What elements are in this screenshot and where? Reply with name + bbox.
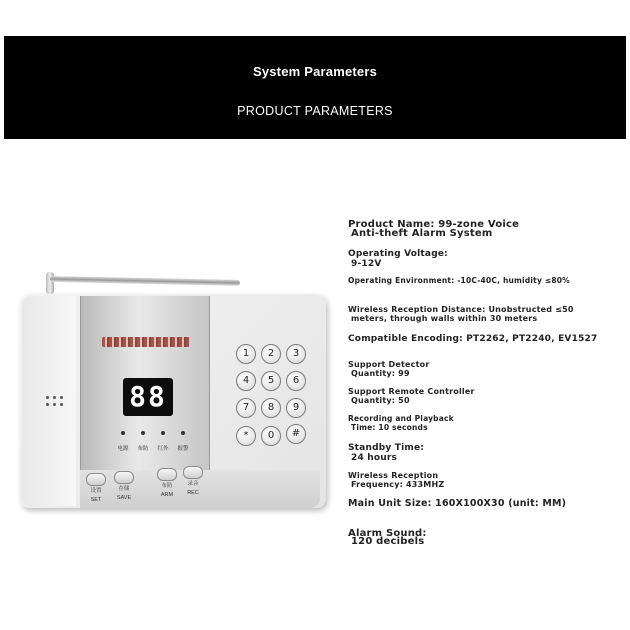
spec-product-name: Product Name: 99-zone Voice Anti-theft Alarm System: [348, 219, 520, 239]
spec-standby: Standby Time: 24 hours: [348, 443, 425, 463]
spec-alarm-sound: Alarm Sound: 120 decibels: [348, 528, 427, 547]
indicator-power: 电源: [113, 431, 133, 455]
header-banner: [4, 36, 626, 139]
arm-button: 布防 ARM: [157, 468, 177, 499]
indicator-alarm: 报警: [173, 431, 193, 455]
spec-reception-distance: Wireless Reception Distance: Unobstructed ≤50 meters, through walls within 30 meters: [348, 305, 574, 323]
key-4: 4: [236, 371, 256, 391]
key-0: 0: [261, 426, 281, 446]
brand-logo: [102, 337, 190, 347]
key-5: 5: [261, 371, 281, 391]
set-button: 设置 SET: [86, 473, 106, 504]
indicator-infrared: 红外: [153, 431, 173, 455]
led-display: 88: [123, 378, 173, 416]
save-button: 存储 SAVE: [114, 471, 134, 502]
key-star: *: [236, 426, 256, 446]
key-9: 9: [286, 398, 306, 418]
spec-recording: Recording and Playback Time: 10 seconds: [348, 414, 454, 432]
key-hash: #: [286, 424, 306, 444]
spec-frequency: Wireless Reception Frequency: 433MHZ: [348, 471, 445, 489]
spec-detector: Support Detector Quantity: 99: [348, 360, 430, 378]
front-panel: [80, 296, 210, 470]
spec-voltage: Operating Voltage: 9-12V: [348, 249, 448, 269]
page-title: System Parameters: [252, 64, 378, 79]
rec-button: 录音 REC: [183, 466, 203, 497]
speaker-grille-icon: [44, 394, 70, 412]
spec-size: Main Unit Size: 160X100X30 (unit: MM): [348, 498, 567, 509]
function-bar: [80, 470, 320, 508]
spec-environment: Operating Environment: -10C-40C, humidity ≤80%: [348, 276, 570, 285]
key-1: 1: [236, 344, 256, 364]
key-8: 8: [261, 398, 281, 418]
key-3: 3: [286, 344, 306, 364]
key-7: 7: [236, 398, 256, 418]
key-6: 6: [286, 371, 306, 391]
alarm-host-image: [20, 268, 330, 513]
indicator-lights: [113, 431, 193, 453]
numeric-keypad: [236, 344, 312, 452]
antenna: [50, 276, 240, 286]
page-subtitle: PRODUCT PARAMETERS: [237, 104, 393, 118]
spec-encoding: Compatible Encoding: PT2262, PT2240, EV1527: [348, 334, 598, 344]
indicator-arm: 布防: [133, 431, 153, 455]
spec-remote: Support Remote Controller Quantity: 50: [348, 387, 475, 405]
key-2: 2: [261, 344, 281, 364]
